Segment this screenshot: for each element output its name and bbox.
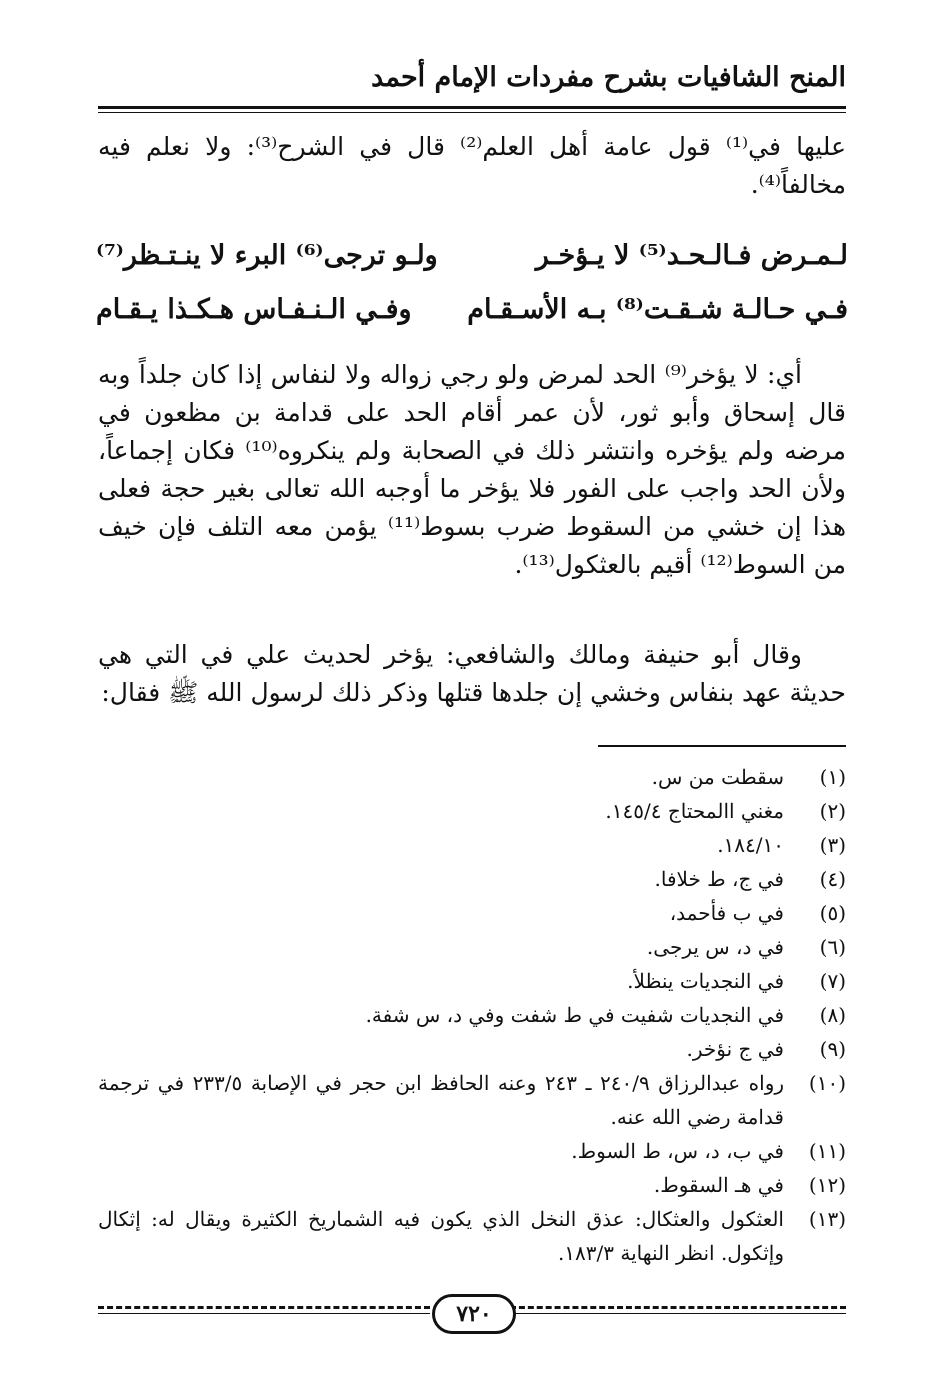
footnote-text: في د، س يرجى.	[646, 935, 784, 959]
paragraph-1: عليها في⁽¹⁾ قول عامة أهل العلم⁽²⁾ قال في الشرح⁽³⁾: ولا نعلم فيه مخالفاً⁽⁴⁾.	[98, 132, 846, 199]
footnote-number: (١١)	[808, 1139, 846, 1163]
footnote-item	[98, 828, 846, 862]
footnote-item	[98, 1134, 846, 1168]
footnote-text: في النجديات ينظلأ.	[627, 969, 784, 993]
footnote-text: في ب فأحمد،	[669, 901, 784, 925]
footnote-number: (١٢)	[808, 1173, 846, 1197]
footnote-text: العثكول والعثكال: عذق النخل الذي يكون فيه الشماريخ الكثيرة ويقال له: إثكال وإثكول. انظر النهاية ١٨٣/٣.	[98, 1207, 784, 1265]
footnote-item	[98, 998, 846, 1032]
footer-ornament-right	[510, 1306, 846, 1309]
footnote-number: (٢)	[819, 799, 846, 823]
header-rule-thin	[98, 112, 846, 113]
footnote-number: (٧)	[819, 969, 846, 993]
footnote-text: في ج نؤخر.	[686, 1037, 784, 1061]
page-number: ٧٢٠	[432, 1294, 516, 1334]
footnotes-list	[98, 760, 846, 1270]
footnote-item	[98, 1168, 846, 1202]
footnote-item	[98, 1032, 846, 1066]
footnote-text: في النجديات شفيت في ط شفت وفي د، س شفة.	[365, 1003, 784, 1027]
verse-1-first-hemistich: لـمـرض فـالـحـد⁽⁵⁾ لا يـؤخـر	[535, 240, 848, 271]
footnote-number: (٨)	[819, 1003, 846, 1027]
verse-2-second-hemistich: وفـي الـنـفـاس هـكـذا يـقـام	[96, 294, 412, 325]
footnote-number: (٣)	[819, 833, 846, 857]
footnote-text: سقطت من س.	[651, 765, 784, 789]
verse-line-1	[96, 240, 848, 284]
page-footer	[98, 1296, 846, 1336]
verse-2-first-hemistich: فـي حـالـة شـقـت⁽⁸⁾ بـه الأسـقـام	[467, 294, 848, 325]
footnote-text: رواه عبدالرزاق ٢٤٠/٩ ـ ٢٤٣ وعنه الحافظ ابن حجر في الإصابة ٢٣٣/٥ في ترجمة قدامة رضي الله عنه.	[98, 1071, 785, 1129]
footnote-item	[98, 862, 846, 896]
footnote-number: (٤)	[819, 867, 846, 891]
footnote-text: مغني االمحتاج ١٤٥/٤.	[605, 799, 784, 823]
footnote-number: (١)	[819, 765, 846, 789]
footnote-item	[98, 760, 846, 794]
header-rule-thick	[98, 106, 846, 109]
footnote-item	[98, 1202, 846, 1270]
verse-1-second-hemistich: ولـو ترجى⁽⁶⁾ البرء لا ينـتـظر⁽⁷⁾	[96, 240, 438, 271]
book-title: المنح الشافيات بشرح مفردات الإمام أحمد	[371, 62, 846, 93]
footnote-item	[98, 896, 846, 930]
running-header	[98, 62, 846, 102]
footnote-number: (٦)	[819, 935, 846, 959]
footnote-item	[98, 1066, 846, 1134]
footer-line-left	[98, 1313, 430, 1314]
footnote-text: ١٨٤/١٠.	[717, 833, 784, 857]
paragraph-3: وقال أبو حنيفة ومالك والشافعي: يؤخر لحديث علي في التي هي حديثة عهد بنفاس وخشي إن جلدها قتلها وذكر ذلك لرسول الله ﷺ فقال:	[98, 640, 846, 707]
verse-line-2	[96, 294, 848, 338]
footnote-item	[98, 964, 846, 998]
footnote-number: (١٠)	[808, 1071, 846, 1095]
footer-ornament-left	[98, 1306, 430, 1309]
footnote-item	[98, 930, 846, 964]
footnote-text: في هـ السقوط.	[653, 1173, 784, 1197]
footnote-separator	[598, 745, 846, 747]
footnote-number: (٥)	[819, 901, 846, 925]
footnote-text: في ب، د، س، ط السوط.	[571, 1139, 784, 1163]
footnote-number: (٩)	[819, 1037, 846, 1061]
footer-line-right	[510, 1313, 846, 1314]
footnote-item	[98, 794, 846, 828]
paragraph-2: أي: لا يؤخر⁽⁹⁾ الحد لمرض ولو رجي زواله ولا لنفاس إذا كان جلداً وبه قال إسحاق وأبو ثور، لأن عمر أقام الحد على قدامة بن مظعون في مرضه ولم يؤخره وانتشر ذلك في الصحابة ولم ينكروه⁽¹⁰⁾ فكان إجماعاً، ولأن الحد واجب على الفور فلا يؤخر ما أوجبه الله تعالى بغير حجة فعلى هذا إن خشي من السقوط ضرب بسوط⁽¹¹⁾ يؤمن معه التلف فإن خيف من السوط⁽¹²⁾ أقيم بالعثكول⁽¹³⁾.	[98, 360, 847, 579]
footnote-number: (١٣)	[808, 1207, 846, 1231]
footnote-text: في ج، ط خلافا.	[654, 867, 784, 891]
